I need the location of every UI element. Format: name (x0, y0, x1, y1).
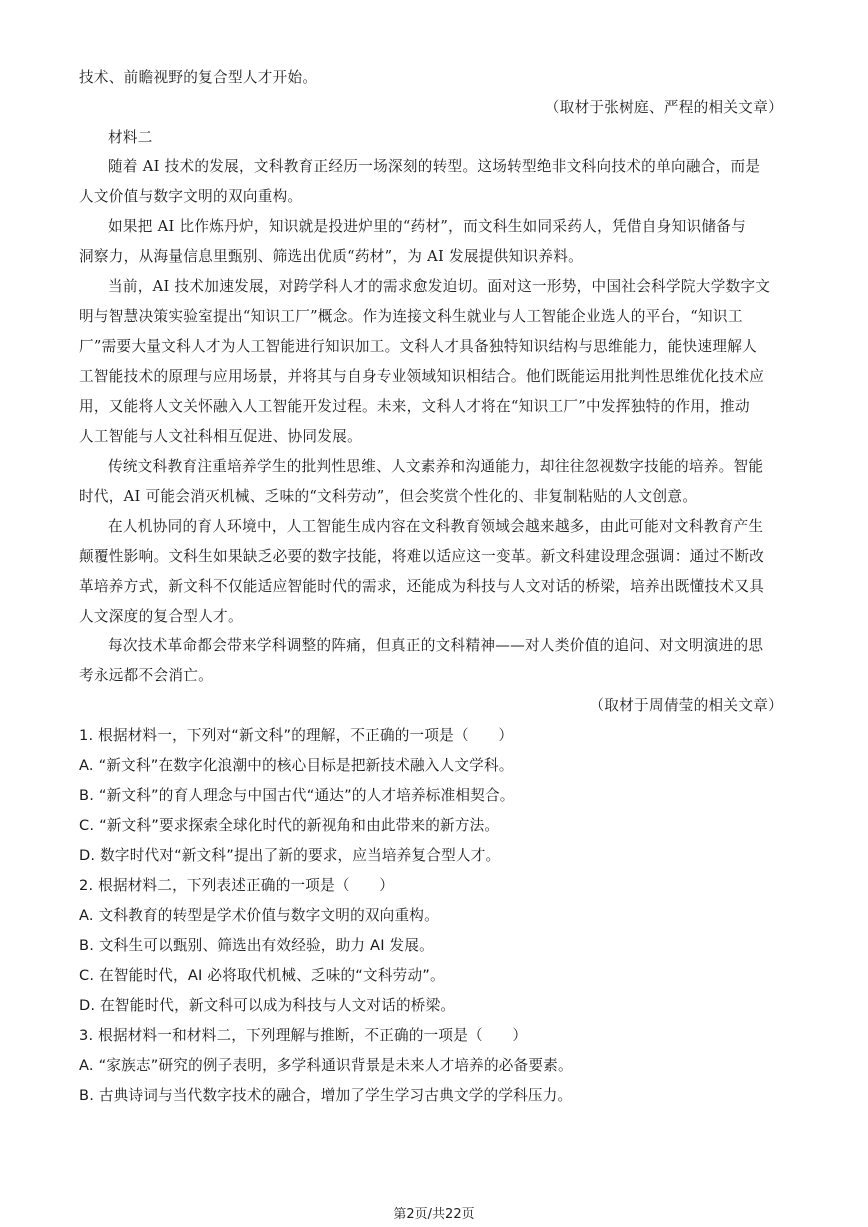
paragraph-line: 厂”需要大量文科人才为人工智能进行知识加工。文科人才具备独特知识结构与思维能力，能快速理解人 (79, 338, 757, 355)
paragraph-line: 每次技术革命都会带来学科调整的阵痛，但真正的文科精神——对人类价值的追问、对文明演进的思 (108, 637, 764, 654)
question-option: D. 数字时代对“新文科”提出了新的要求，应当培养复合型人才。 (79, 847, 501, 864)
question-stem: 1. 根据材料一，下列对“新文科”的理解，不正确的一项是（ ） (79, 727, 514, 744)
material2-source: （取材于周倩莹的相关文章） (589, 697, 783, 714)
material2-heading: 材料二 (108, 129, 153, 146)
question-stem: 3. 根据材料一和材料二，下列理解与推断，不正确的一项是（ ） (79, 1027, 528, 1044)
paragraph-line: 当前，AI 技术加速发展，对跨学科人才的需求愈发迫切。面对这一形势，中国社会科学院大学数字文 (108, 278, 771, 295)
paragraph-line: 时代，AI 可能会消灭机械、乏味的“文科劳动”，但会奖赏个性化的、非复制粘贴的人文创意。 (79, 488, 698, 505)
paragraph-line: 人文深度的复合型人才。 (79, 608, 243, 625)
paragraph-line: 人工智能与人文社科相互促进、协同发展。 (79, 428, 362, 445)
question-option: A. 文科教育的转型是学术价值与数字文明的双向重构。 (79, 907, 439, 924)
paragraph-line: 洞察力，从海量信息里甄别、筛选出优质“药材”，为 AI 发展提供知识养料。 (79, 248, 584, 265)
question-stem: 2. 根据材料二，下列表述正确的一项是（ ） (79, 877, 395, 894)
question-option: C. “新文科”要求探索全球化时代的新视角和由此带来的新方法。 (79, 817, 500, 834)
paragraph-line: 用，又能将人文关怀融入人工智能开发过程。未来，文科人才将在“知识工厂”中发挥独特的作用，推动 (79, 398, 750, 415)
question-option: A. “新文科”在数字化浪潮中的核心目标是把新技术融入人文学科。 (79, 757, 514, 774)
paragraph-line: 人文价值与数字文明的双向重构。 (79, 188, 303, 205)
paragraph-line: 工智能技术的原理与应用场景，并将其与自身专业领域知识相结合。他们既能运用批判性思维优化技术应 (79, 368, 765, 385)
paragraph-line: 考永远都不会消亡。 (79, 667, 214, 684)
paragraph-line: 传统文科教育注重培养学生的批判性思维、人文素养和沟通能力，却往往忽视数字技能的培养。智能 (108, 458, 764, 475)
material1-source: （取材于张树庭、严程的相关文章） (544, 99, 783, 116)
question-option: B. “新文科”的育人理念与中国古代“通达”的人才培养标准相契合。 (79, 787, 515, 804)
question-option: B. 古典诗词与当代数字技术的融合，增加了学生学习古典文学的学科压力。 (79, 1087, 573, 1104)
question-option: A. “家族志”研究的例子表明，多学科通识背景是未来人才培养的必备要素。 (79, 1057, 573, 1074)
paragraph-line: 随着 AI 技术的发展，文科教育正经历一场深刻的转型。这场转型绝非文科向技术的单向融合，而是 (108, 158, 761, 175)
material1-last-line: 技术、前瞻视野的复合型人才开始。 (79, 69, 318, 86)
paragraph-line: 在人机协同的育人环境中，人工智能生成内容在文科教育领域会越来越多，由此可能对文科教育产生 (108, 518, 764, 535)
page-number: 第2页/共22页 (393, 1207, 475, 1222)
question-option: D. 在智能时代，新文科可以成为科技与人文对话的桥梁。 (79, 997, 456, 1014)
paragraph-line: 明与智慧决策实验室提出“知识工厂”概念。作为连接文科生就业与人工智能企业选人的平台，“知识工 (79, 308, 743, 325)
paragraph-line: 如果把 AI 比作炼丹炉，知识就是投进炉里的“药材”，而文科生如同采药人，凭借自身知识储备与 (108, 218, 747, 235)
question-option: B. 文科生可以甄别、筛选出有效经验，助力 AI 发展。 (79, 937, 434, 954)
paragraph-line: 颠覆性影响。文科生如果缺乏必要的数字技能，将难以适应这一变革。新文科建设理念强调：通过不断改 (79, 548, 765, 565)
paragraph-line: 革培养方式，新文科不仅能适应智能时代的需求，还能成为科技与人文对话的桥梁，培养出既懂技术又具 (79, 578, 765, 595)
question-option: C. 在智能时代，AI 必将取代机械、乏味的“文科劳动”。 (79, 967, 445, 984)
